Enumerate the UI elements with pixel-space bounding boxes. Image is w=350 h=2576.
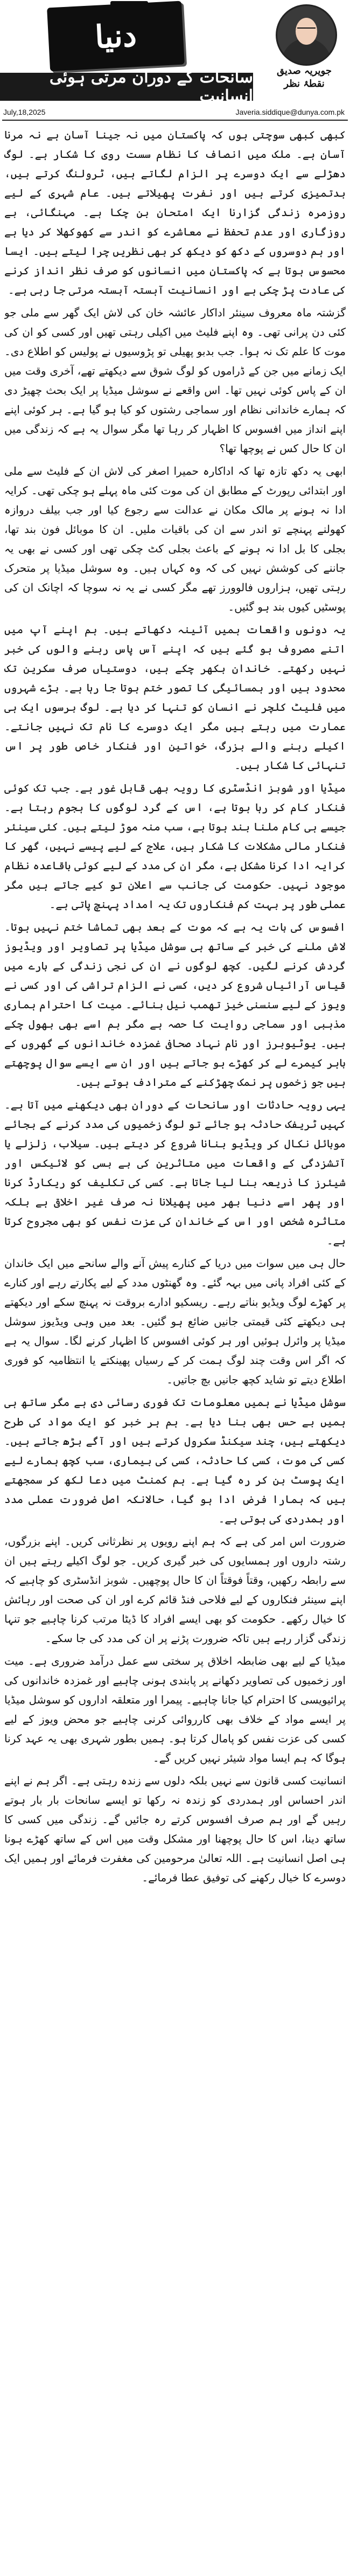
article-body <box>4 125 346 2566</box>
author-photo-glasses <box>297 27 316 33</box>
article-paragraph: ابھی یہ دکھ تازہ تھا کہ اداکارہ حمیرا اصغر کی لاش ان کے فلیٹ سے ملی اور ابتدائی رپورٹ کے مطابق ان کی موت کئی ماہ پہلے ہو چکی تھی۔ کرایہ ادا نہ ہونے پر مالک مکان نے عدالت سے رجوع کیا اور جب بیلف دروازہ کھولنے پہنچے تو اندر سے ان کی باقیات ملیں۔ ان کا موبائل فون بند تھا، بجلی کا بل ادا نہ ہونے کے باعث بجلی کٹ چکی تھی اور کسی نے بھی یہ جاننے کی کوشش نہیں کی کہ وہ کہاں ہیں۔ وہ سوشل میڈیا پر متحرک رہتی تھیں، ہزاروں فالوورز تھے مگر کسی نے یہ نہ سوچا کہ اچانک ان کی پوسٹیں کیوں بند ہو گئیں۔ <box>4 465 346 613</box>
article-paragraph: ضرورت اس امر کی ہے کہ ہم اپنے رویوں پر نظرثانی کریں۔ اپنے بزرگوں، رشتہ داروں اور ہمسایوں کی خبر گیری کریں۔ جو لوگ اکیلے رہتے ہیں ان سے رابطہ رکھیں، وقتاً فوقتاً ان کا حال پوچھیں۔ شوبز انڈسٹری کو چاہیے کہ اپنے سینئر فنکاروں کے لیے فلاحی فنڈ قائم کرے اور ان کی صحت اور رہائش کا خیال رکھے۔ حکومت کو بھی ایسے افراد کا ڈیٹا مرتب کرنا چاہیے جو تنہا زندگی گزار رہے ہیں تاکہ ضرورت پڑنے پر ان کی مدد کی جا سکے۔ <box>4 1535 346 1645</box>
headline-bar <box>0 68 253 106</box>
author-tagline: نقطۂ نظر <box>284 78 325 89</box>
publish-date: July,18,2025 <box>3 108 46 116</box>
author-name: جویریہ صدیق <box>277 65 332 77</box>
article-paragraph: گزشتہ ماہ معروف سینئر اداکار عائشہ خان کی لاش ایک گھر سے ملی جو کئی دن پرانی تھی۔ وہ اپنے فلیٹ میں اکیلی رہتی تھیں اور کسی کو ان کی موت کا علم تک نہ ہوا۔ جب بدبو پھیلی تو پڑوسیوں نے پولیس کو اطلاع دی۔ ایک زمانے میں جن کے ڈراموں کو لوگ شوق سے دیکھتے تھے، آخری وقت میں ان کے پاس کوئی نہیں تھا۔ اس واقعے نے سوشل میڈیا پر ایک بحث چھیڑ دی کہ ہمارے خاندانی نظام اور سماجی رشتوں کو کیا ہو گیا ہے۔ ہر کوئی اپنے اپنے انداز میں افسوس کا اظہار کر رہا تھا مگر سوال یہ ہے کہ زندگی میں ان کا حال کس نے پوچھا تھا؟ <box>4 306 346 455</box>
article-headline: سانحات کے دوران مرتی ہوئی انسانیت <box>49 68 253 106</box>
article-paragraph: میڈیا اور شوبز انڈسٹری کا رویہ بھی قابل غور ہے۔ جب تک کوئی فنکار کام کر رہا ہوتا ہے، اس کے گرد لوگوں کا ہجوم رہتا ہے۔ جیسے ہی کام ملنا بند ہوتا ہے، سب منہ موڑ لیتے ہیں۔ کئی سینئر فنکار مالی مشکلات کا شکار ہیں، علاج کے لیے پیسے نہیں، گھر کا کرایہ ادا کرنا مشکل ہے، مگر ان کی مدد کے لیے کوئی باقاعدہ نظام موجود نہیں۔ حکومت کی جانب سے اعلان تو کیے جاتے ہیں مگر عملی طور پر بہت کم فنکاروں تک یہ امداد پہنچ پاتی ہے۔ <box>4 781 346 911</box>
header-divider <box>2 120 348 121</box>
newspaper-logo: دنیا <box>47 1 185 72</box>
article-paragraph: افسوس کی بات یہ ہے کہ موت کے بعد بھی تماشا ختم نہیں ہوتا۔ لاش ملنے کی خبر کے ساتھ ہی سوشل میڈیا پر تصاویر اور ویڈیوز گردش کرنے لگیں۔ کچھ لوگوں نے ان کی نجی زندگی کے بارے میں قیاس آرائیاں شروع کر دیں، کسی نے الزام تراشی کی اور کسی نے ویوز کے لیے سنسنی خیز تھمب نیل بنائے۔ میت کا احترام ہماری مذہبی اور سماجی روایت کا حصہ ہے مگر ہم اسے بھی بھول چکے ہیں۔ یوٹیوبرز اور نام نہاد صحافی غمزدہ خاندانوں کے گھروں کے باہر کیمرے لے کر کھڑے ہو جاتے ہیں اور ان سے ایسے سوال پوچھتے ہیں جو زخموں پر نمک چھڑکنے کے مترادف ہوتے ہیں۔ <box>4 920 346 1089</box>
article-paragraph: یہ دونوں واقعات ہمیں آئینہ دکھاتے ہیں۔ ہم اپنے آپ میں اتنے مصروف ہو گئے ہیں کہ اپنے آس پاس رہنے والوں کی خبر نہیں رکھتے۔ خاندان بکھر چکے ہیں، دوستیاں صرف سکرین تک محدود ہیں اور ہمسائیگی کا تصور ختم ہوتا جا رہا ہے۔ بڑے شہروں میں فلیٹ کلچر نے انسان کو تنہا کر دیا ہے۔ لوگ برسوں ایک ہی عمارت میں رہتے ہیں مگر ایک دوسرے کا نام تک نہیں جانتے۔ اکیلے رہنے والے بزرگ، خواتین اور فنکار خاص طور پر اس تنہائی کا شکار ہیں۔ <box>4 623 346 772</box>
article-paragraph: حال ہی میں سوات میں دریا کے کنارے پیش آنے والے سانحے میں ایک خاندان کے کئی افراد پانی میں بہہ گئے۔ وہ گھنٹوں مدد کے لیے پکارتے رہے اور کنارے پر کھڑے لوگ ویڈیو بناتے رہے۔ ریسکیو ادارے بروقت نہ پہنچ سکے اور دیکھتے ہی دیکھتے کئی قیمتی جانیں ضائع ہو گئیں۔ بعد میں وہی ویڈیوز سوشل میڈیا پر وائرل ہوئیں اور ہر کوئی افسوس کا اظہار کرنے لگا۔ سوال یہ ہے کہ اگر اس وقت چند لوگ ہمت کر کے رسیاں پھینکتے یا انتظامیہ کو فوری اطلاع دیتے تو شاید کچھ جانیں بچ جاتیں۔ <box>4 1257 346 1386</box>
article-paragraph: میڈیا کے لیے بھی ضابطہ اخلاق پر سختی سے عمل درآمد ضروری ہے۔ میت اور زخمیوں کی تصاویر دکھانے پر پابندی ہونی چاہیے اور غمزدہ خاندانوں کی پرائیویسی کا احترام کیا جانا چاہیے۔ پیمرا اور متعلقہ اداروں کو سوشل میڈیا پر ایسے مواد کے خلاف بھی کارروائی کرنی چاہیے جو محض ویوز کے لیے کسی کی عزت نفس کو پامال کرتا ہو۔ ہمیں بطور شہری بھی یہ عہد کرنا ہوگا کہ ہم ایسا مواد شیئر نہیں کریں گے۔ <box>4 1654 346 1764</box>
article-paragraph: کبھی کبھی سوچتی ہوں کہ پاکستان میں نہ جینا آسان ہے نہ مرنا آسان ہے۔ ملک میں انصاف کا نظام سست روی کا شکار ہے۔ لوگ دھڑلے سے ایک دوسرے پر الزام لگاتے ہیں، ٹرولنگ کرتے ہیں، بدتمیزی کرتے ہیں اور نفرت پھیلاتے ہیں۔ عام شہری کے لیے روزمرہ زندگی گزارنا ایک امتحان بن چکا ہے۔ مہنگائی، بے روزگاری اور عدم تحفظ نے معاشرے کو اندر سے کھوکھلا کر دیا ہے اور ہم دوسروں کے دکھ کو دیکھ کر بھی نظریں چرا لیتے ہیں۔ ایسا محسوس ہوتا ہے کہ پاکستان میں انسانوں کو صرف نظر انداز کرنے کی عادت پڑ چکی ہے اور انسانیت آہستہ آہستہ مرتی جا رہی ہے۔ <box>4 128 346 296</box>
author-email: Javeria.siddique@dunya.com.pk <box>235 108 345 116</box>
article-paragraph: انسانیت کسی قانون سے نہیں بلکہ دلوں سے زندہ رہتی ہے۔ اگر ہم نے اپنے اندر احساس اور ہمدردی کو زندہ نہ رکھا تو ایسے سانحات بار بار ہوتے رہیں گے اور ہم صرف افسوس کرتے رہ جائیں گے۔ زندگی میں کسی کا ساتھ دینا، اس کا حال پوچھنا اور مشکل وقت میں اس کے ساتھ کھڑے ہونا ہی اصل انسانیت ہے۔ اللہ تعالیٰ مرحومین کی مغفرت فرمائے اور ہمیں ایک دوسرے کا خیال رکھنے کی توفیق عطا فرمائے۔ <box>4 1774 346 1884</box>
author-photo <box>276 4 337 66</box>
masthead <box>0 0 350 105</box>
author-byline <box>264 65 345 91</box>
article-paragraph: یہی رویہ حادثات اور سانحات کے دوران بھی دیکھنے میں آتا ہے۔ کہیں ٹریفک حادثہ ہو جائے تو لوگ زخمیوں کی مدد کرنے کے بجائے موبائل نکال کر ویڈیو بنانا شروع کر دیتے ہیں۔ سیلاب، زلزلے یا آتشزدگی کے واقعات میں متاثرین کی بے بسی کو لائیکس اور شیئرز کا ذریعہ بنا لیا جاتا ہے۔ کسی کی تکلیف کو ریکارڈ کرنا اور پھر اسے دنیا بھر میں پھیلانا نہ صرف غیر اخلاقی ہے بلکہ متاثرہ شخص اور اس کے خاندان کی عزت نفس کو بھی مجروح کرتا ہے۔ <box>4 1098 346 1247</box>
article-paragraph: سوشل میڈیا نے ہمیں معلومات تک فوری رسائی دی ہے مگر ساتھ ہی ہمیں بے حس بھی بنا دیا ہے۔ ہم ہر خبر کو ایک مواد کی طرح دیکھتے ہیں، چند سیکنڈ سکرول کرتے ہیں اور آگے بڑھ جاتے ہیں۔ کسی کی موت، کسی کا حادثہ، کسی کی بیماری، سب کچھ ہمارے لیے ایک پوسٹ بن کر رہ گیا ہے۔ ہم کمنٹ میں دعا لکھ کر سمجھتے ہیں کہ ہمارا فرض ادا ہو گیا، حالانکہ اصل ضرورت عملی مدد اور ہمدردی کی ہوتی ہے۔ <box>4 1396 346 1525</box>
